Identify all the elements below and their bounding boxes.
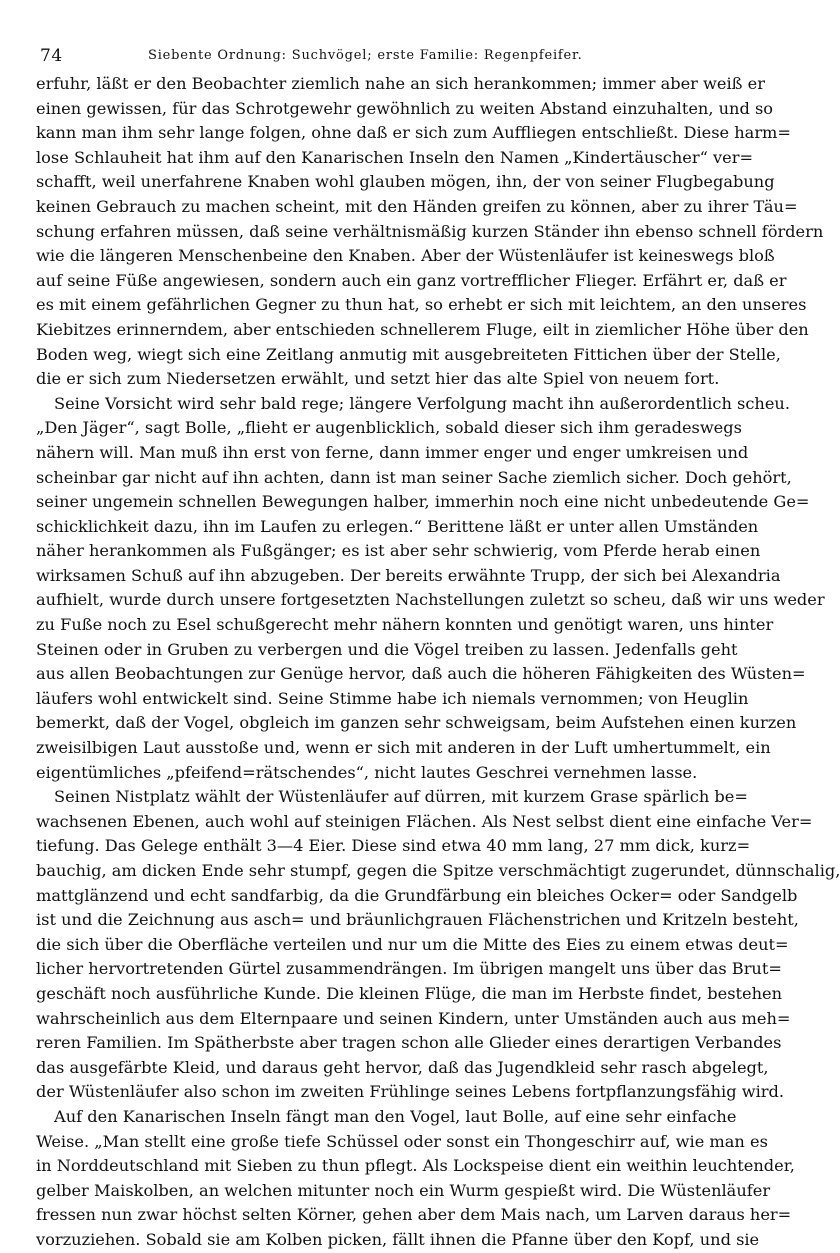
text-line: auf seine Füße angewiesen, sondern auch ein ganz vortrefflicher Flieger. Erfährt er, daß er [36,270,787,290]
text-line: reren Familien. Im Spätherbste aber tragen schon alle Glieder eines derartigen Verbandes [36,1033,782,1053]
text-line: eigentümliches „pfeifend=rätschendes“, nicht lautes Geschrei vernehmen lasse. [36,762,698,782]
text-line: nähern will. Man muß ihn erst von ferne, dann immer enger und enger umkreisen und [36,442,749,462]
text-line: Kiebitzes erinnerndem, aber entschieden schnellerem Fluge, eilt in ziemlicher Höhe über den [36,319,809,339]
text-line: wirksamen Schuß auf ihn abzugeben. Der bereits erwähnte Trupp, der sich bei Alexandria [36,565,781,585]
text-line: mattglänzend und echt sandfarbig, da die Grundfärbung ein bleiches Ocker= oder Sandgelb [36,885,798,905]
text-line: zu Fuße noch zu Esel schußgerecht mehr nähern konnten und genötigt waren, uns hinter [36,615,774,635]
text-line: geschäft noch ausführliche Kunde. Die kleinen Flüge, die man im Herbste findet, bestehen [36,983,783,1003]
text-line: Seinen Nistplatz wählt der Wüstenläufer auf dürren, mit kurzem Grase spärlich be= [54,787,748,807]
text-line: bemerkt, daß der Vogel, obgleich im ganzen sehr schweigsam, beim Aufstehen einen kurzen [36,713,797,733]
text-line: lose Schlauheit hat ihm auf den Kanarischen Inseln den Namen „Kindertäuscher“ ver= [36,147,754,167]
text-line: es mit einem gefährlichen Gegner zu thun hat, so erhebt er sich mit leichtem, an den unseres [36,295,807,315]
text-line: vorzuziehen. Sobald sie am Kolben picken, fällt ihnen die Pfanne über den Kopf, und sie [36,1229,760,1249]
text-line: gelber Maiskolben, an welchen mitunter noch ein Wurm gespießt wird. Die Wüstenläufer [36,1180,771,1200]
text-line: keinen Gebrauch zu machen scheint, mit den Händen greifen zu können, aber zu ihrer Täu= [36,196,798,216]
text-line: zweisilbigen Laut ausstoße und, wenn er sich mit anderen in der Luft umhertummelt, ein [36,738,771,758]
text-line: fressen nun zwar höchst selten Körner, gehen aber dem Mais nach, um Larven daraus her= [36,1205,792,1225]
text-line: die er sich zum Niedersetzen erwählt, und setzt hier das alte Spiel von neuem fort. [36,369,720,389]
text-line: wachsenen Ebenen, auch wohl auf steinigen Flächen. Als Nest selbst dient eine einfache Ver= [36,811,813,831]
text-line: aus allen Beobachtungen zur Genüge hervor, daß auch die höheren Fähigkeiten des Wüsten= [36,664,806,684]
text-line: schung erfahren müssen, daß seine verhältnismäßig kurzen Ständer ihn ebenso schnell fördern [36,221,824,241]
text-line: „Den Jäger“, sagt Bolle, „flieht er augenblicklich, sobald dieser sich ihm geradeswegs [36,418,742,438]
running-title: Siebente Ordnung: Suchvögel; erste Familie: Regenpfeifer. [148,48,583,63]
book-page [36,40,840,1253]
text-line: näher herankommen als Fußgänger; es ist aber sehr schwierig, vom Pferde herab einen [36,541,761,561]
text-line: Boden weg, wiegt sich eine Zeitlang anmutig mit ausgebreiteten Fittichen über der Stelle, [36,344,781,364]
text-line: tiefung. Das Gelege enthält 3—4 Eier. Diese sind etwa 40 mm lang, 27 mm dick, kurz= [36,836,751,856]
running-header [36,40,728,70]
text-line: das ausgefärbte Kleid, und daraus geht hervor, daß das Jugendkleid sehr rasch abgelegt, [36,1057,769,1077]
text-line: scheinbar gar nicht auf ihn achten, dann ist man seiner Sache ziemlich sicher. Doch gehört, [36,467,792,487]
text-line: Steinen oder in Gruben zu verbergen und die Vögel treiben zu lassen. Jedenfalls geht [36,639,738,659]
text-line: schafft, weil unerfahrene Knaben wohl glauben mögen, ihn, der von seiner Flugbegabung [36,172,775,192]
text-line: ist und die Zeichnung aus asch= und bräunlichgrauen Flächenstrichen und Kritzeln besteht, [36,910,799,930]
text-line: bauchig, am dicken Ende sehr stumpf, gegen die Spitze verschmächtigt zugerundet, dünnschalig, [36,861,840,880]
text-line: die sich über die Oberfläche verteilen und nur um die Mitte des Eies zu einem etwas deut= [36,934,789,954]
text-line: kann man ihm sehr lange folgen, ohne daß er sich zum Auffliegen entschließt. Diese harm= [36,123,791,143]
text-line: aufhielt, wurde durch unsere fortgesetzten Nachstellungen zuletzt so scheu, daß wir uns weder [36,590,825,610]
text-line: der Wüstenläufer also schon im zweiten Frühlinge seines Lebens fortpflanzungsfähig wird. [36,1082,785,1102]
text-line: Seine Vorsicht wird sehr bald rege; längere Verfolgung macht ihn außerordentlich scheu. [54,393,790,413]
text-line: Weise. „Man stellt eine große tiefe Schüssel oder sonst ein Thongeschirr auf, wie man es [36,1131,768,1151]
text-line: Auf den Kanarischen Inseln fängt man den Vogel, laut Bolle, auf eine sehr einfache [54,1106,737,1126]
text-line: erfuhr, läßt er den Beobachter ziemlich nahe an sich herankommen; immer aber weiß er [36,74,765,93]
text-line: einen gewissen, für das Schrotgewehr gewöhnlich zu weiten Abstand einzuhalten, und so [36,98,774,118]
text-line: wahrscheinlich aus dem Elternpaare und seinen Kindern, unter Umständen auch aus meh= [36,1008,791,1028]
text-line: schicklichkeit dazu, ihn im Laufen zu erlegen.“ Berittene läßt er unter allen Umständen [36,516,759,536]
text-line: seiner ungemein schnellen Bewegungen halber, immerhin noch eine nicht unbedeutende Ge= [36,492,810,512]
text-line: wie die längeren Menschenbeine den Knaben. Aber der Wüstenläufer ist keineswegs bloß [36,246,775,266]
text-line: in Norddeutschland mit Sieben zu thun pflegt. Als Lockspeise dient ein weithin leuchtender, [36,1156,795,1176]
text-line: licher hervortretenden Gürtel zusammendrängen. Im übrigen mangelt uns über das Brut= [36,959,782,979]
page-number: 74 [40,46,63,66]
text-line: läufers wohl entwickelt sind. Seine Stimme habe ich niemals vernommen; von Heuglin [36,688,749,708]
body-text [36,72,840,1253]
